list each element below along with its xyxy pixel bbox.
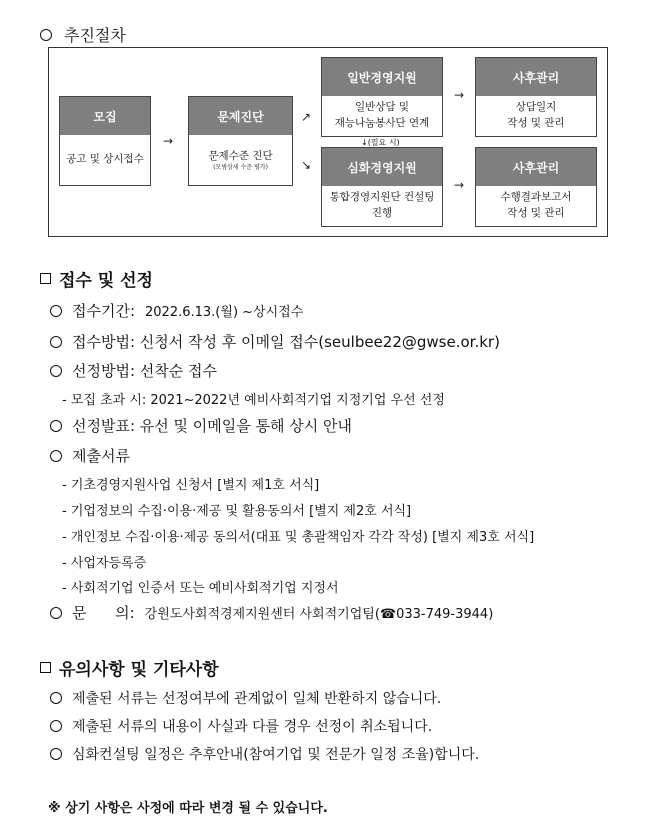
general-support-line2: 재능나눔봉사단 연계 — [334, 117, 430, 129]
notes-heading — [40, 655, 219, 680]
step-diagnosis-text: 문제수준 진단 — [208, 149, 273, 162]
right-arrow-icon: → — [454, 88, 465, 102]
reception-period — [50, 300, 303, 321]
right-arrow-icon: → — [454, 178, 465, 192]
circle-bullet-icon — [50, 720, 62, 732]
circle-bullet-icon — [50, 748, 62, 760]
selection-sub: - 모집 초과 시: 2021~2022년 예비사회적기업 지정기업 우선 선정 — [62, 393, 445, 408]
method-text: 접수방법: 신청서 작성 후 이메일 접수(seulbee22@gwse.or.kr) — [72, 333, 500, 351]
down-right-arrow-icon: ↘ — [301, 158, 312, 172]
up-right-arrow-icon: ↗ — [301, 110, 312, 124]
step-diagnosis-note: (모범상세 수준 평가) — [213, 164, 268, 172]
after-care-line2-2: 작성 및 관리 — [507, 207, 565, 219]
intensive-support-header: 심화경영지원 — [322, 148, 442, 186]
docs-label: 제출서류 — [72, 447, 130, 465]
after-care-line1-1: 상담일지 — [515, 101, 557, 114]
square-bullet-icon — [40, 273, 51, 284]
period-value: 2022.6.13.(월) ~상시접수 — [145, 305, 304, 320]
note-text: 제출된 서류는 선정여부에 관계없이 일체 반환하지 않습니다. — [72, 691, 442, 707]
doc-item: - 사회적기업 인증서 또는 예비사회적기업 지정서 — [62, 581, 339, 596]
after-care-box-2 — [475, 147, 597, 227]
selection-text: 선정방법: 선착순 접수 — [72, 362, 218, 380]
intensive-support-box — [321, 147, 443, 227]
doc-item: - 기업정보의 수집·이용·제공 및 활용동의서 [별지 제2호 서식] — [62, 504, 412, 519]
step-recruit-box — [59, 96, 151, 186]
step-diagnosis-header: 문제진단 — [189, 97, 292, 135]
note-item — [50, 744, 479, 764]
general-support-body — [322, 96, 442, 136]
reception-method — [50, 331, 500, 352]
after-care-body-1 — [476, 96, 596, 136]
step-recruit-body: 공고 및 상시접수 — [66, 153, 144, 166]
procedure-flowchart — [48, 47, 608, 237]
circle-bullet-icon — [50, 692, 62, 704]
general-support-line1: 일반상담 및 — [354, 101, 410, 114]
step-diagnosis-box — [188, 96, 293, 186]
intensive-support-body — [322, 186, 442, 226]
circle-bullet-icon — [50, 607, 62, 619]
doc-item: - 개인정보 수집·이용·제공 동의서(대표 및 총괄책임자 각각 작성) [별지 제3호 서식] — [62, 530, 535, 545]
after-care-header-2: 사후관리 — [476, 148, 596, 186]
if-needed-label: ↓(필요 시) — [361, 138, 400, 147]
circle-bullet-icon — [50, 336, 62, 348]
reception-title: 접수 및 선정 — [59, 271, 153, 291]
after-care-line2-1: 작성 및 관리 — [507, 117, 565, 129]
general-support-header: 일반경영지원 — [322, 58, 442, 96]
after-care-body-2 — [476, 186, 596, 226]
required-docs — [50, 445, 130, 466]
circle-bullet-icon — [50, 420, 62, 432]
right-arrow-icon: → — [163, 134, 174, 148]
selection-method — [50, 360, 217, 381]
selection-announce — [50, 415, 352, 436]
circle-bullet-icon — [50, 450, 62, 462]
intensive-support-line1: 통합경영지원단 컨설팅 — [329, 191, 435, 204]
procedure-title: 추진절차 — [64, 26, 126, 45]
contact-info — [50, 602, 493, 623]
square-bullet-icon — [40, 662, 51, 673]
reception-heading — [40, 266, 153, 291]
intensive-support-line2: 진행 — [371, 207, 393, 219]
doc-item: - 사업자등록증 — [62, 556, 147, 571]
announce-text: 선정발표: 유선 및 이메일을 통해 상시 안내 — [72, 417, 352, 435]
note-item — [50, 716, 432, 736]
contact-label: 문 의: — [72, 604, 135, 622]
period-label: 접수기간: — [72, 302, 136, 320]
circle-bullet-icon — [50, 305, 62, 317]
step-diagnosis-body — [189, 135, 292, 185]
procedure-heading — [40, 23, 126, 46]
after-care-line1-2: 수행결과보고서 — [500, 191, 572, 204]
step-recruit-header: 모집 — [60, 97, 150, 135]
note-text: 심화컨설팅 일정은 추후안내(참여기업 및 전문가 일정 조율)합니다. — [72, 747, 480, 763]
after-care-box-1 — [475, 57, 597, 137]
circle-bullet-icon — [40, 29, 52, 41]
footer-note: ※ 상기 사항은 사정에 따라 변경 될 수 있습니다. — [48, 801, 328, 816]
general-support-box — [321, 57, 443, 137]
note-item — [50, 688, 441, 708]
notes-title: 유의사항 및 기타사항 — [59, 660, 219, 680]
doc-item: - 기초경영지원사업 신청서 [별지 제1호 서식] — [62, 478, 320, 493]
note-text: 제출된 서류의 내용이 사실과 다를 경우 선정이 취소됩니다. — [72, 719, 433, 735]
after-care-header-1: 사후관리 — [476, 58, 596, 96]
contact-value: 강원도사회적경제지원센터 사회적기업팀(☎033-749-3944) — [144, 607, 494, 622]
circle-bullet-icon — [50, 365, 62, 377]
